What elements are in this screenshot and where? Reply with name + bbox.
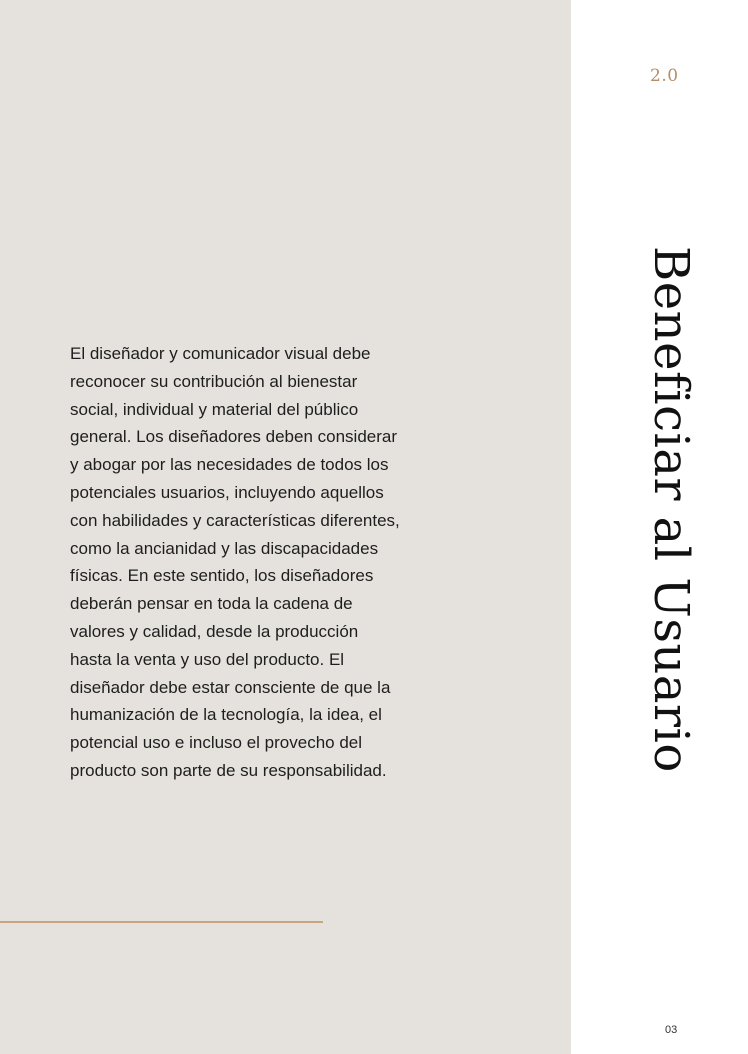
page-title: Beneficiar al Usuario: [643, 246, 699, 773]
page-number: 03: [665, 1024, 678, 1036]
section-number: 2.0: [650, 66, 679, 86]
body-paragraph: El diseñador y comunicador visual debe reconocer su contribución al bienestar social, individual y material del público general. Los diseñadores deben considerar y abogar por las necesidades de todos los potenciales usuarios, incluyendo aquellos con habilidades y características diferentes, como la ancianidad y las discapacidades físicas. En este sentido, los diseñadores deberán pensar en toda la cadena de valores y calidad, desde la producción hasta la venta y uso del producto. El diseñador debe estar consciente de que la humanización de la tecnología, la idea, el potencial uso e incluso el provecho del producto son parte de su responsabilidad.: [70, 344, 400, 780]
accent-divider: [0, 921, 323, 923]
